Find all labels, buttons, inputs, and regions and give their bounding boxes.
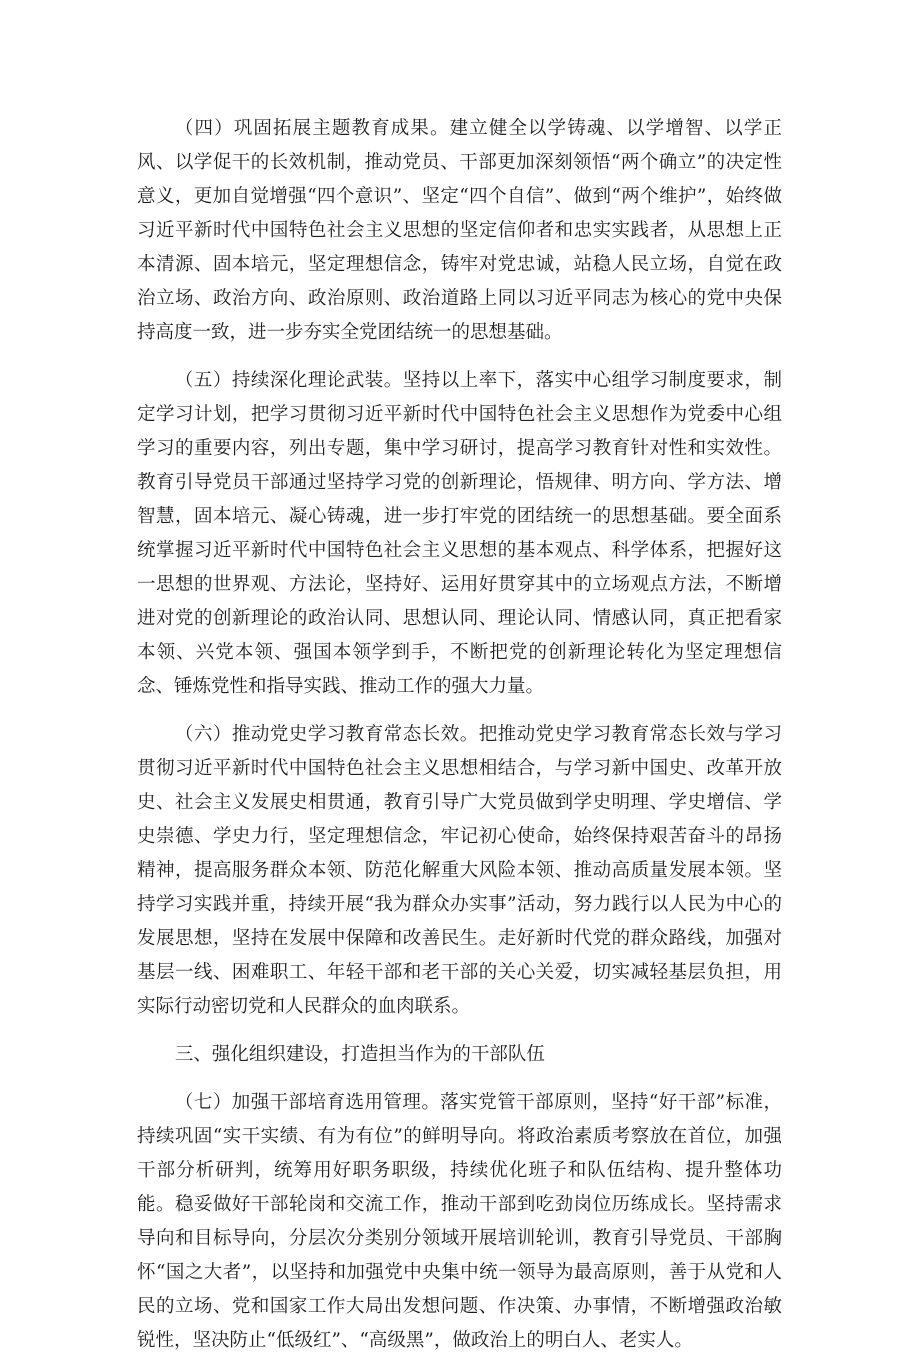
paragraph-section-4: （四）巩固拓展主题教育成果。建立健全以学铸魂、以学增智、以学正风、以学促干的长效机制，推动党员、干部更加深刻领悟“两个确立”的决定性意义，更加自觉增强“四个意识”、坚定“四个自信”、做到“两个维护”，始终做习近平新时代中国特色社会主义思想的坚定信仰者和忠实实践者，从思想上正本清源、固本培元，坚定理想信念，铸牢对党忠诚，站稳人民立场，自觉在政治立场、政治方向、政治原则、政治道路上同以习近平同志为核心的党中央保持高度一致，进一步夯实全党团结统一的思想基础。 [137, 118, 782, 343]
paragraph-section-7: （七）加强干部培育选用管理。落实党管干部原则，坚持“好干部”标准，持续巩固“实干实绩、有为有位”的鲜明导向。将政治素质考察放在首位，加强干部分析研判，统筹用好职务职级，持续优化班子和队伍结构、提升整体功能。稳妥做好干部轮岗和交流工作，推动干部到吃劲岗位历练成长。坚持需求导向和目标导向，分层次分类别分领域开展培训轮训，教育引导党员、干部胸怀“国之大者”，以坚持和加强党中央集中统一领导为最高原则，善于从党和人民的立场、党和国家工作大局出发想问题、作决策、办事情，不断增强政治敏锐性，坚决防止“低级红”、“高级黑”，做政治上的明白人、老实人。 [137, 1092, 782, 1351]
paragraph-section-5: （五）持续深化理论武装。坚持以上率下，落实中心组学习制度要求，制定学习计划，把学习贯彻习近平新时代中国特色社会主义思想作为党委中心组学习的重要内容，列出专题，集中学习研讨，提高学习教育针对性和实效性。教育引导党员干部通过坚持学习党的创新理论，悟规律、明方向、学方法、增智慧，固本培元、凝心铸魂，进一步打牢党的团结统一的思想基础。要全面系统掌握习近平新时代中国特色社会主义思想的基本观点、科学体系，把握好这一思想的世界观、方法论，坚持好、运用好贯穿其中的立场观点方法，不断增进对党的创新理论的政治认同、思想认同、理论认同、情感认同，真正把看家本领、兴党本领、强国本领学到手，不断把党的创新理论转化为坚定理想信念、锤炼党性和指导实践、推动工作的强大力量。 [137, 370, 782, 697]
document-body [137, 112, 782, 1372]
section-heading-3: 三、强化组织建设，打造担当作为的干部队伍 [174, 1044, 545, 1065]
paragraph-section-6: （六）推动党史学习教育常态长效。把推动党史学习教育常态长效与学习贯彻习近平新时代中国特色社会主义思想相结合，与学习新中国史、改革开放史、社会主义发展史相贯通，教育引导广大党员做到学史明理、学史增信、学史崇德、学史力行，坚定理想信念，牢记初心使命，始终保持艰苦奋斗的昂扬精神，提高服务群众本领、防范化解重大风险本领、推动高质量发展本领。坚持学习实践并重，持续开展“我为群众办实事”活动，努力践行以人民为中心的发展思想，坚持在发展中保障和改善民生。走好新时代党的群众路线，加强对基层一线、困难职工、年轻干部和老干部的关心关爱，切实减轻基层负担，用实际行动密切党和人民群众的血肉联系。 [137, 724, 782, 1017]
